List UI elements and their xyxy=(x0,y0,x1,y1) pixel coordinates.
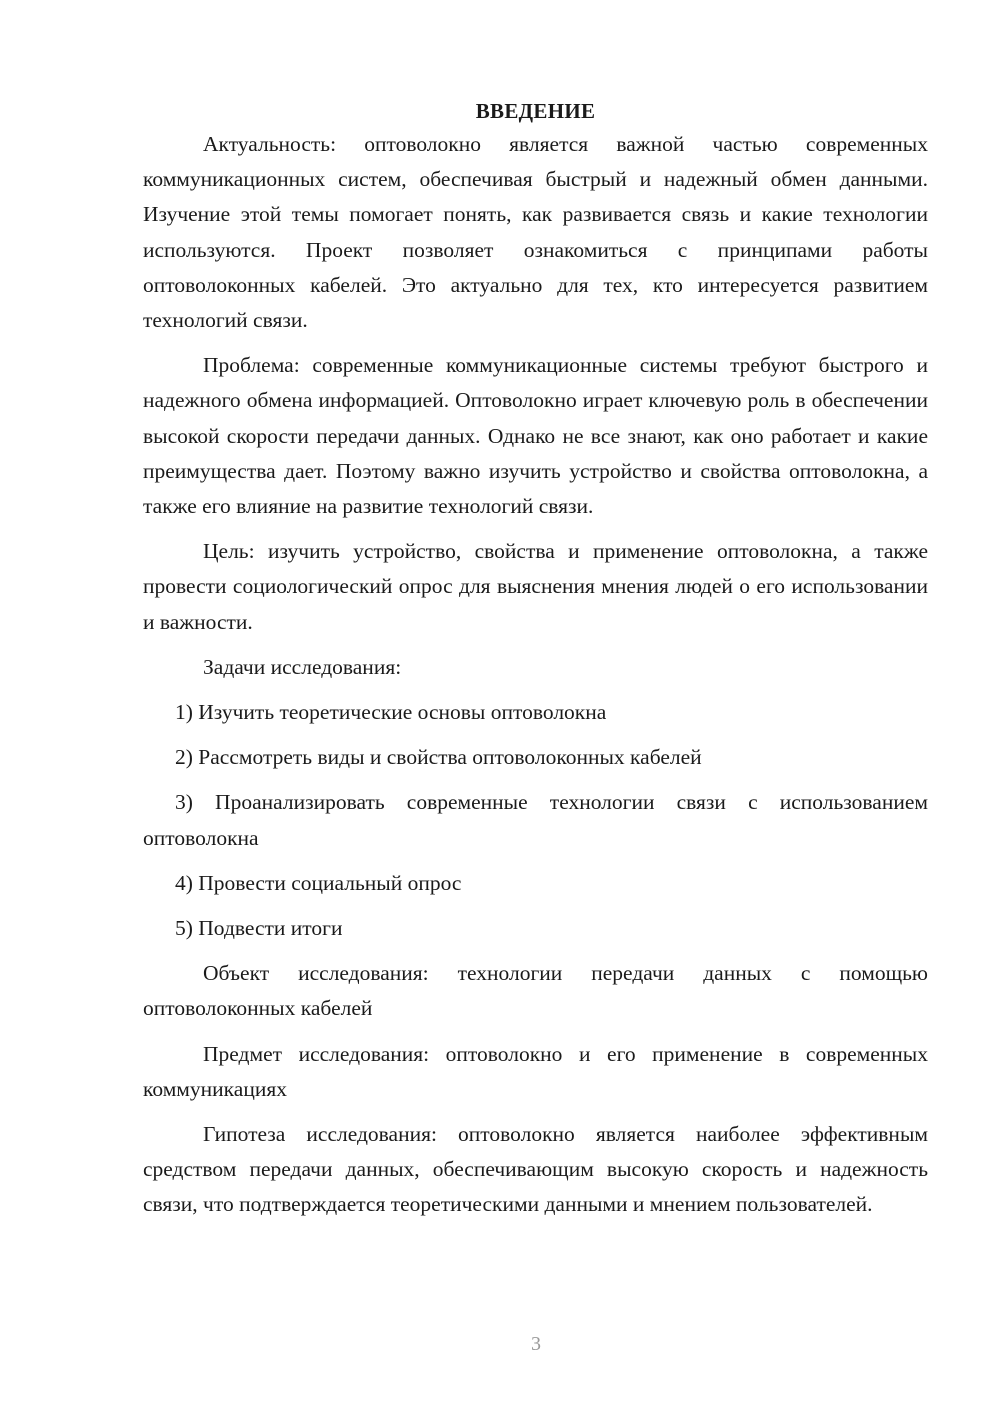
task-item-1: 1) Изучить теоретические основы оптоволокна xyxy=(175,700,607,725)
object-paragraph: Объект исследования: технологии передачи данных с помощью оптоволоконных кабелей xyxy=(143,961,928,1021)
task-item-5: 5) Подвести итоги xyxy=(175,916,343,941)
goal-paragraph: Цель: изучить устройство, свойства и применение оптоволокна, а также провести социологический опрос для выяснения мнения людей о его использовании и важности. xyxy=(143,539,928,634)
tasks-label: Задачи исследования: xyxy=(203,654,402,679)
page-title: ВВЕДЕНИЕ xyxy=(475,99,596,123)
document-page xyxy=(143,96,928,1233)
task-item-3: 3) Проанализировать современные технологии связи с использованием оптоволокна xyxy=(143,790,928,850)
task-item-4: 4) Провести социальный опрос xyxy=(175,870,462,895)
page-number: 3 xyxy=(531,1333,541,1355)
relevance-paragraph: Актуальность: оптоволокно является важной частью современных коммуникационных систем, обеспечивая быстрый и надежный обмен данными. Изучение этой темы помогает понять, как развивается связь и какие технологии используются. Проект позволяет ознакомиться с принципами работы оптоволоконных кабелей. Это актуально для тех, кто интересуется развитием технологий связи. xyxy=(143,132,928,333)
hypothesis-paragraph: Гипотеза исследования: оптоволокно является наиболее эффективным средством передачи данных, обеспечивающим высокую скорость и надежность связи, что подтверждается теоретическими данными и мнением пользователей. xyxy=(143,1122,928,1217)
subject-paragraph: Предмет исследования: оптоволокно и его применение в современных коммуникациях xyxy=(143,1041,928,1101)
task-item-2: 2) Рассмотреть виды и свойства оптоволоконных кабелей xyxy=(175,745,702,770)
problem-paragraph: Проблема: современные коммуникационные системы требуют быстрого и надежного обмена информацией. Оптоволокно играет ключевую роль в обеспечении высокой скорости передачи данных. Однако не все знают, как оно работает и какие преимущества дает. Поэтому важно изучить устройство и свойства оптоволокна, а также его влияние на развитие технологий связи. xyxy=(143,353,928,519)
